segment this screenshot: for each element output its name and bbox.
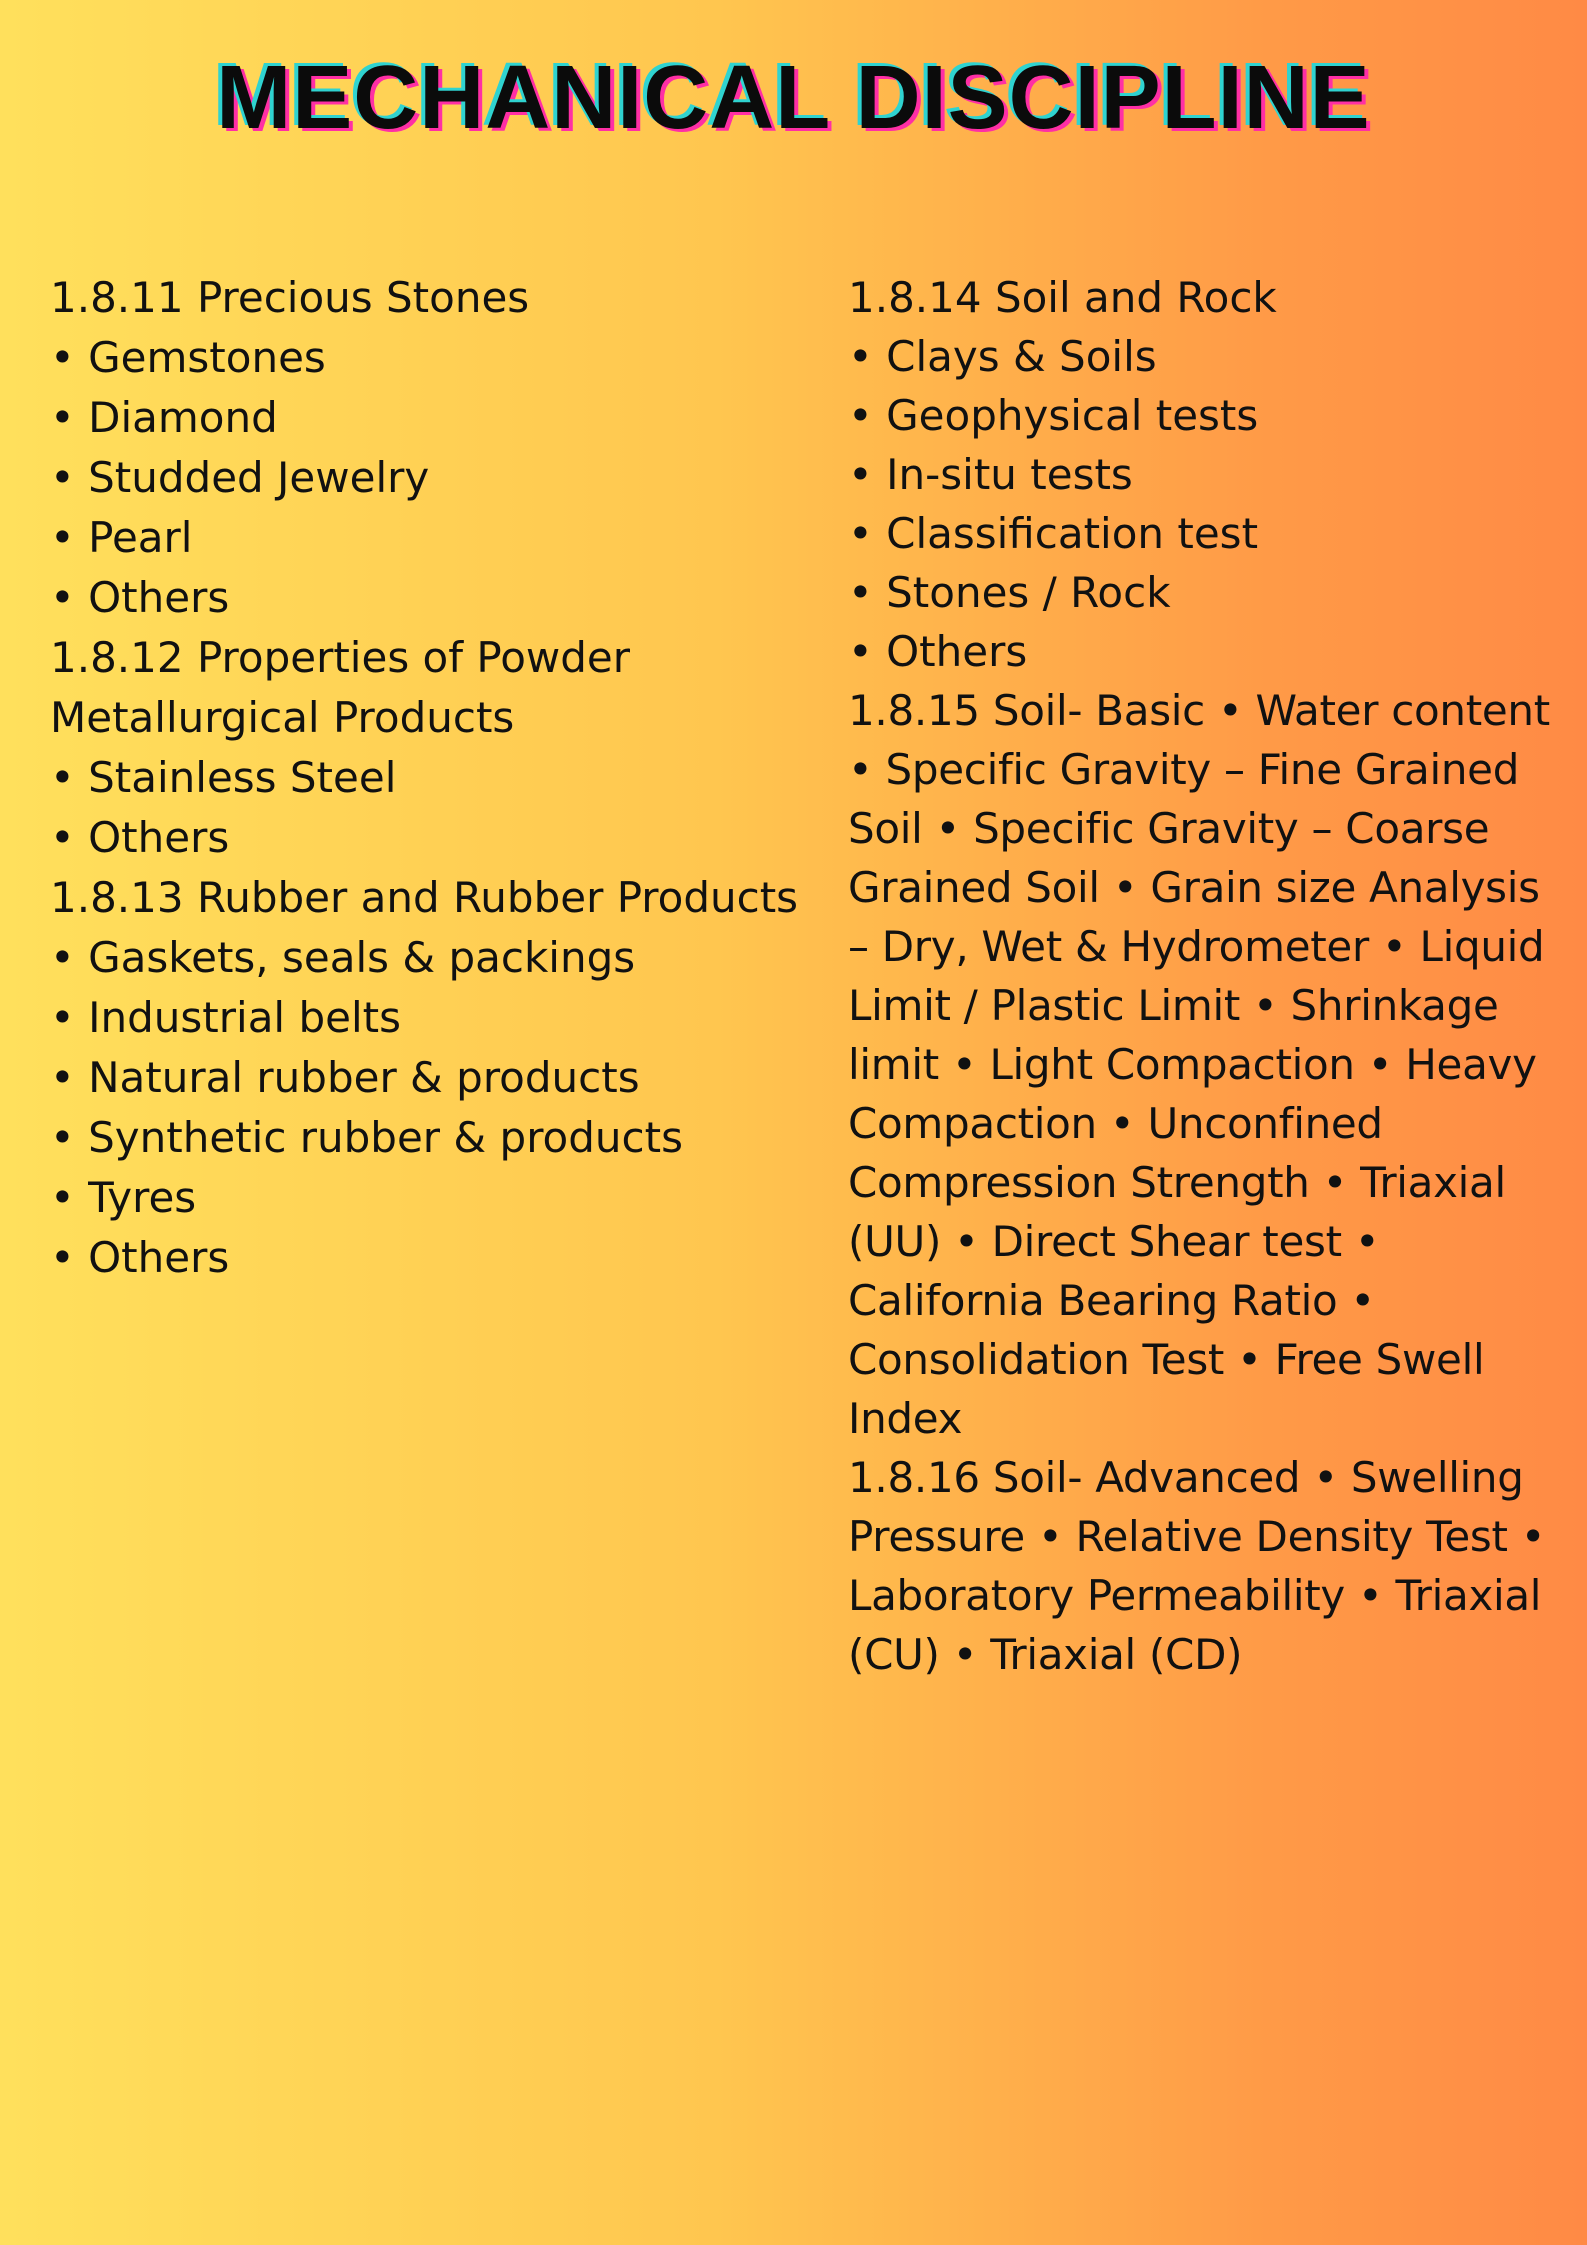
list-item: • Studded Jewelry bbox=[50, 453, 430, 502]
section-heading: 1.8.11 Precious Stones bbox=[50, 273, 530, 322]
list-item: • In-situ tests bbox=[848, 450, 1133, 499]
list-item: • Gaskets, seals & packings bbox=[50, 933, 636, 982]
list-item: • Natural rubber & products bbox=[50, 1053, 640, 1102]
list-item: • Tyres bbox=[50, 1173, 197, 1222]
list-item: • Industrial belts bbox=[50, 993, 401, 1042]
list-item: • Geophysical tests bbox=[848, 391, 1259, 440]
left-column bbox=[50, 268, 810, 1288]
list-item: • Others bbox=[848, 627, 1028, 676]
list-item: • Stones / Rock bbox=[848, 568, 1171, 617]
list-item: • Clays & Soils bbox=[848, 332, 1157, 381]
list-item: • Others bbox=[50, 573, 230, 622]
soil-basic-paragraph: 1.8.15 Soil- Basic • Water content • Specific Gravity – Fine Grained Soil • Specific Gravity – Coarse Grained Soil • Grain size Analysis – Dry, Wet & Hydrometer • Liquid Limit / Plastic Limit • Shrinkage limit • Light Compaction • Heavy Compaction • Unconfined Compression Strength • Triaxial (UU) • Direct Shear test • California Bearing Ratio • Consolidation Test • Free Swell Index bbox=[848, 686, 1550, 1443]
list-item: • Stainless Steel bbox=[50, 753, 397, 802]
list-item: • Synthetic rubber & products bbox=[50, 1113, 683, 1162]
page-title: MECHANICAL DISCIPLINE bbox=[216, 48, 1371, 148]
soil-advanced-paragraph: 1.8.16 Soil- Advanced • Swelling Pressure • Relative Density Test • Laboratory Permeability • Triaxial (CU) • Triaxial (CD) bbox=[848, 1453, 1546, 1679]
list-item: • Gemstones bbox=[50, 333, 326, 382]
section-heading: 1.8.12 Properties of Powder bbox=[50, 633, 631, 682]
right-column bbox=[848, 268, 1568, 1684]
list-item: • Pearl bbox=[50, 513, 193, 562]
section-heading: 1.8.13 Rubber and Rubber Products bbox=[50, 873, 799, 922]
list-item: • Classification test bbox=[848, 509, 1259, 558]
list-item: • Diamond bbox=[50, 393, 278, 442]
section-heading: 1.8.14 Soil and Rock bbox=[848, 273, 1277, 322]
list-item: • Others bbox=[50, 1233, 230, 1282]
list-item: • Others bbox=[50, 813, 230, 862]
section-heading-continued: Metallurgical Products bbox=[50, 693, 515, 742]
